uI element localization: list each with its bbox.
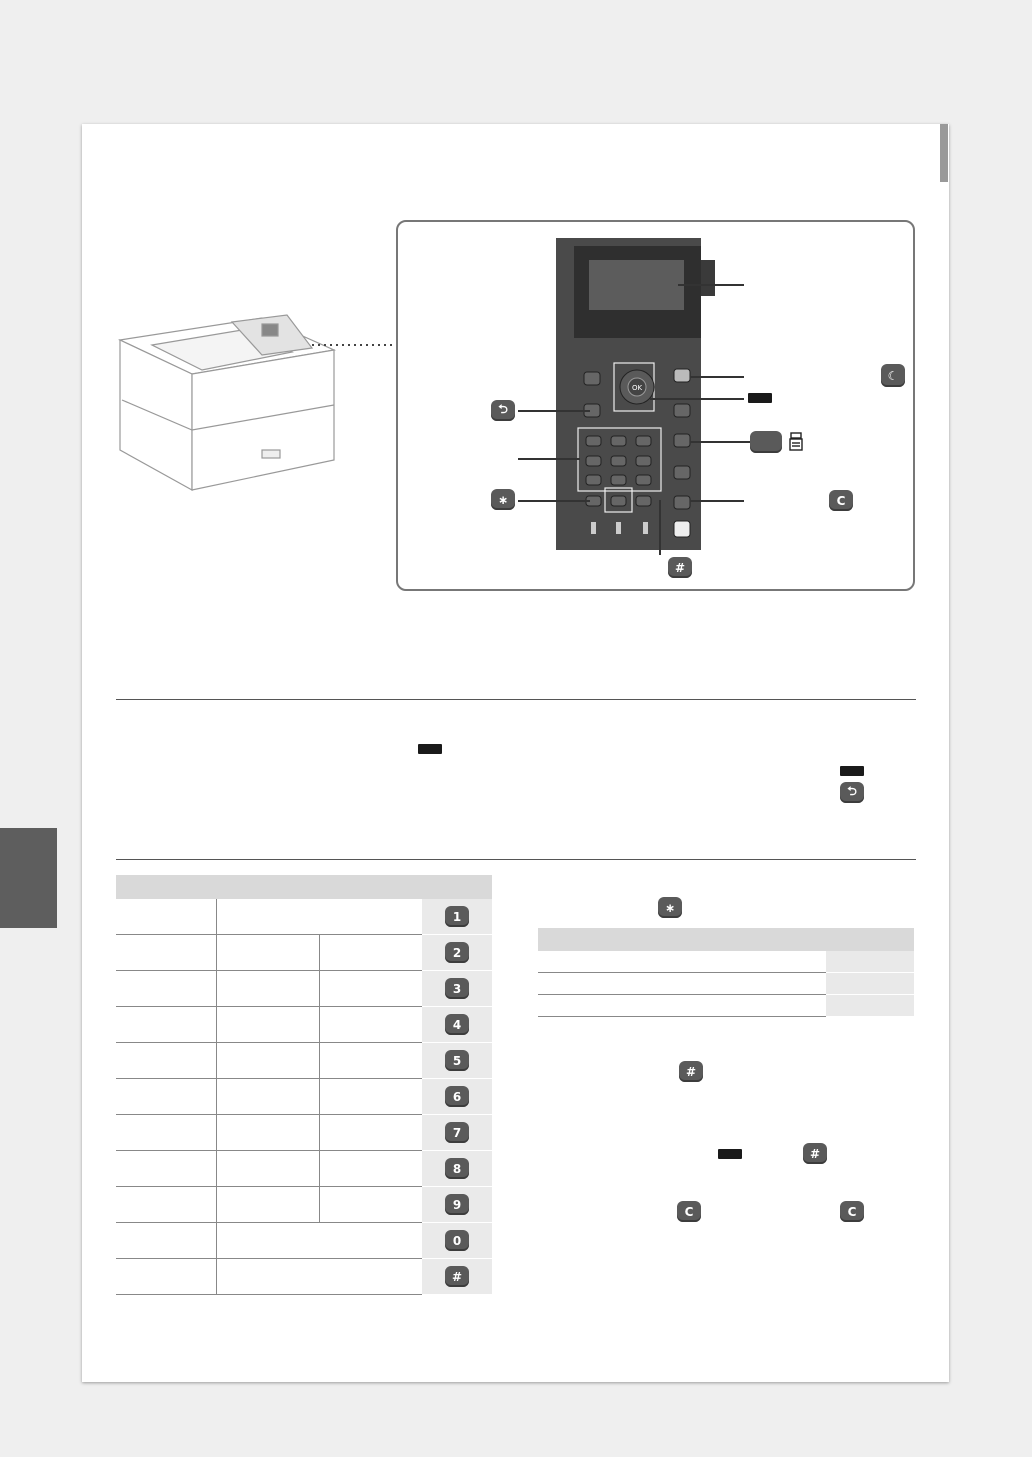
callout-ok	[650, 398, 744, 400]
callout-hash	[659, 500, 661, 555]
input-mode-table	[538, 928, 914, 1017]
table-row	[116, 899, 492, 935]
hash-icon: #	[679, 1061, 703, 1082]
callout-star	[518, 500, 590, 502]
table-row	[116, 935, 492, 971]
key-2-icon: 2	[445, 942, 469, 963]
table-row	[538, 995, 914, 1017]
callout-status	[690, 441, 750, 443]
table-row	[116, 1259, 492, 1295]
clear-c-icon: C	[677, 1201, 701, 1222]
key-1-icon: 1	[445, 906, 469, 927]
table-row	[116, 1151, 492, 1187]
key-3-icon: 3	[445, 978, 469, 999]
status-monitor-icon	[788, 432, 804, 452]
callout-clear	[690, 500, 744, 502]
asterisk-icon: ∗	[658, 897, 682, 918]
scrollbar[interactable]	[940, 124, 948, 182]
svg-text:OK: OK	[631, 384, 643, 392]
ok-badge	[748, 393, 772, 403]
table-row	[116, 1187, 492, 1223]
asterisk-icon: ∗	[491, 489, 515, 510]
key-7-icon: 7	[445, 1122, 469, 1143]
key-5-icon: 5	[445, 1050, 469, 1071]
sleep-icon: ☾	[881, 364, 905, 387]
table-row	[116, 971, 492, 1007]
ok-inline-badge	[718, 1149, 742, 1159]
clear-c-icon: C	[829, 490, 853, 511]
key-hash-icon: #	[445, 1266, 469, 1287]
return-arrow-icon: ⮌	[491, 400, 515, 421]
key-character-table	[116, 875, 492, 1295]
ok-inline-badge	[418, 744, 442, 754]
key-4-icon: 4	[445, 1014, 469, 1035]
key-8-icon: 8	[445, 1158, 469, 1179]
callout-sleep	[690, 376, 744, 378]
clear-c-icon: C	[840, 1201, 864, 1222]
ok-inline-badge-2	[840, 766, 864, 776]
table-row	[116, 1223, 492, 1259]
hash-icon: #	[803, 1143, 827, 1164]
callout-numeric	[518, 458, 580, 460]
key-9-icon: 9	[445, 1194, 469, 1215]
callout-display	[678, 284, 744, 286]
section-divider-1	[116, 699, 916, 700]
key-0-icon: 0	[445, 1230, 469, 1251]
callout-back	[518, 410, 590, 412]
key-6-icon: 6	[445, 1086, 469, 1107]
status-monitor-button-icon	[750, 431, 782, 453]
table-row	[116, 1115, 492, 1151]
return-arrow-icon: ⮌	[840, 782, 864, 803]
chapter-tab	[0, 828, 57, 928]
table-row	[116, 1007, 492, 1043]
printer-illustration	[112, 310, 402, 500]
hash-icon: #	[668, 557, 692, 578]
table-row	[116, 1043, 492, 1079]
section-divider-2	[116, 859, 916, 860]
table-row	[538, 951, 914, 973]
table-row	[116, 1079, 492, 1115]
table-row	[538, 973, 914, 995]
